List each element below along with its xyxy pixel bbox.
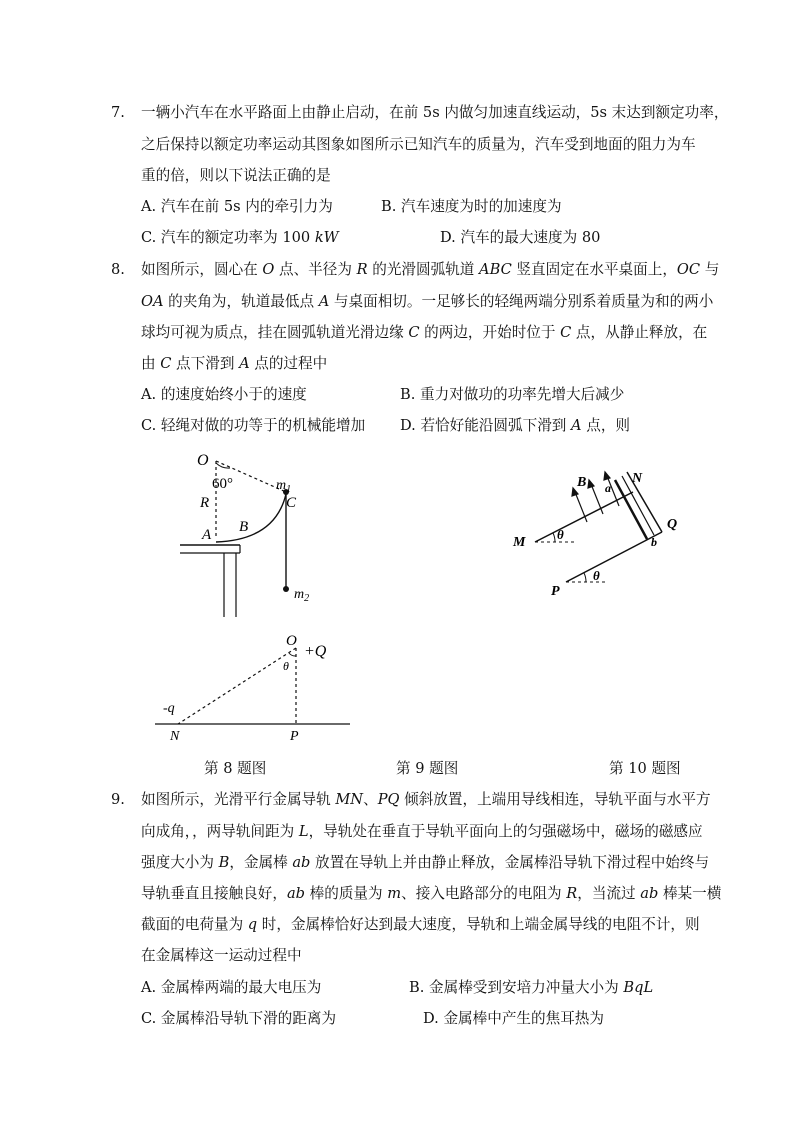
- figure-9-diagram: [505, 460, 695, 605]
- caption-figure-8: 第 8 题图: [204, 760, 267, 777]
- label-minus-q: -q: [163, 701, 175, 716]
- question-text-line: 球均可视为质点，挂在圆弧轨道光滑边缘 C 的两边，开始时位于 C 点，从静止释放，在: [141, 324, 708, 341]
- option-c: C. 金属棒沿导轨下滑的距离为: [141, 1010, 337, 1027]
- option-d: D. 金属棒中产生的焦耳热为: [423, 1010, 604, 1027]
- question-text-line: 导轨垂直且接触良好，ab 棒的质量为 m、接入电路部分的电阻为 R，当流过 ab 棒某一横: [141, 885, 722, 902]
- label-theta-1: θ: [557, 527, 564, 542]
- question-text-line: 之后保持以额定功率运动其图象如图所示已知汽车的质量为，汽车受到地面的阻力为车: [141, 136, 696, 153]
- option-a: A. 的速度始终小于的速度: [141, 386, 307, 403]
- label-R: R: [200, 495, 210, 511]
- label-b: b: [651, 535, 657, 549]
- question-text-line: 由 C 点下滑到 A 点的过程中: [141, 355, 328, 372]
- question-text-line: 一辆小汽车在水平路面上由静止启动，在前 5s 内做匀加速直线运动，5s 末达到额定功率，: [141, 104, 729, 121]
- option-c: C. 轻绳对做的功等于的机械能增加: [141, 417, 366, 434]
- label-M: M: [513, 535, 526, 550]
- question-number: 9.: [111, 791, 125, 808]
- option-a: A. 汽车在前 5s 内的牵引力为: [141, 198, 333, 215]
- label-B: B: [577, 475, 587, 490]
- label-plus-Q: +Q: [304, 643, 327, 660]
- label-P: P: [290, 729, 299, 743]
- label-theta: θ: [283, 659, 289, 673]
- question-text-line: 向成角，，两导轨间距为 L，导轨处在垂直于导轨平面向上的匀强磁场中，磁场的磁感应: [141, 823, 703, 840]
- label-angle: 60°: [212, 476, 233, 492]
- label-m1: $m_1$: [276, 478, 292, 495]
- question-text-line: OA 的夹角为，轨道最低点 A 与桌面相切。一足够长的轻绳两端分别系着质量为和的两小: [141, 293, 714, 310]
- figure-8-diagram: [180, 445, 330, 620]
- label-N: N: [632, 471, 643, 486]
- question-text-line: 重的倍，则以下说法正确的是: [141, 167, 331, 184]
- label-C: C: [286, 495, 297, 511]
- label-m2: $m_2$: [294, 587, 310, 604]
- option-b: B. 重力对做功的功率先增大后减少: [400, 386, 625, 403]
- option-c: C. 汽车的额定功率为 100 kW: [141, 229, 339, 246]
- question-number: 7.: [111, 104, 125, 121]
- option-b: B. 汽车速度为时的加速度为: [381, 198, 562, 215]
- caption-figure-10: 第 10 题图: [609, 760, 681, 777]
- label-N: N: [170, 729, 180, 743]
- label-Q: Q: [667, 517, 678, 532]
- option-a: A. 金属棒两端的最大电压为: [141, 979, 322, 996]
- figure-10-diagram: [150, 628, 355, 743]
- label-P: P: [551, 584, 560, 599]
- option-d: D. 汽车的最大速度为 80: [440, 229, 601, 246]
- label-theta-2: θ: [593, 568, 600, 583]
- question-text-line: 如图所示，光滑平行金属导轨 MN、PQ 倾斜放置，上端用导线相连，导轨平面与水平方: [141, 791, 711, 808]
- label-B: B: [239, 519, 249, 535]
- option-b: B. 金属棒受到安培力冲量大小为 BqL: [409, 979, 654, 996]
- question-text-line: 截面的电荷量为 q 时，金属棒恰好达到最大速度，导轨和上端金属导线的电阻不计，则: [141, 916, 700, 933]
- question-text-line: 在金属棒这一运动过程中: [141, 947, 302, 964]
- label-a: a: [605, 481, 611, 495]
- label-A: A: [202, 527, 212, 543]
- label-O: O: [197, 452, 209, 469]
- question-number: 8.: [111, 261, 125, 278]
- label-O: O: [286, 633, 297, 649]
- question-text-line: 强度大小为 B，金属棒 ab 放置在导轨上并由静止释放，金属棒沿导轨下滑过程中始终与: [141, 854, 710, 871]
- question-text-line: 如图所示，圆心在 O 点、半径为 R 的光滑圆弧轨道 ABC 竖直固定在水平桌面上，OC 与: [141, 261, 720, 278]
- option-d: D. 若恰好能沿圆弧下滑到 A 点，则: [400, 417, 631, 434]
- caption-figure-9: 第 9 题图: [396, 760, 459, 777]
